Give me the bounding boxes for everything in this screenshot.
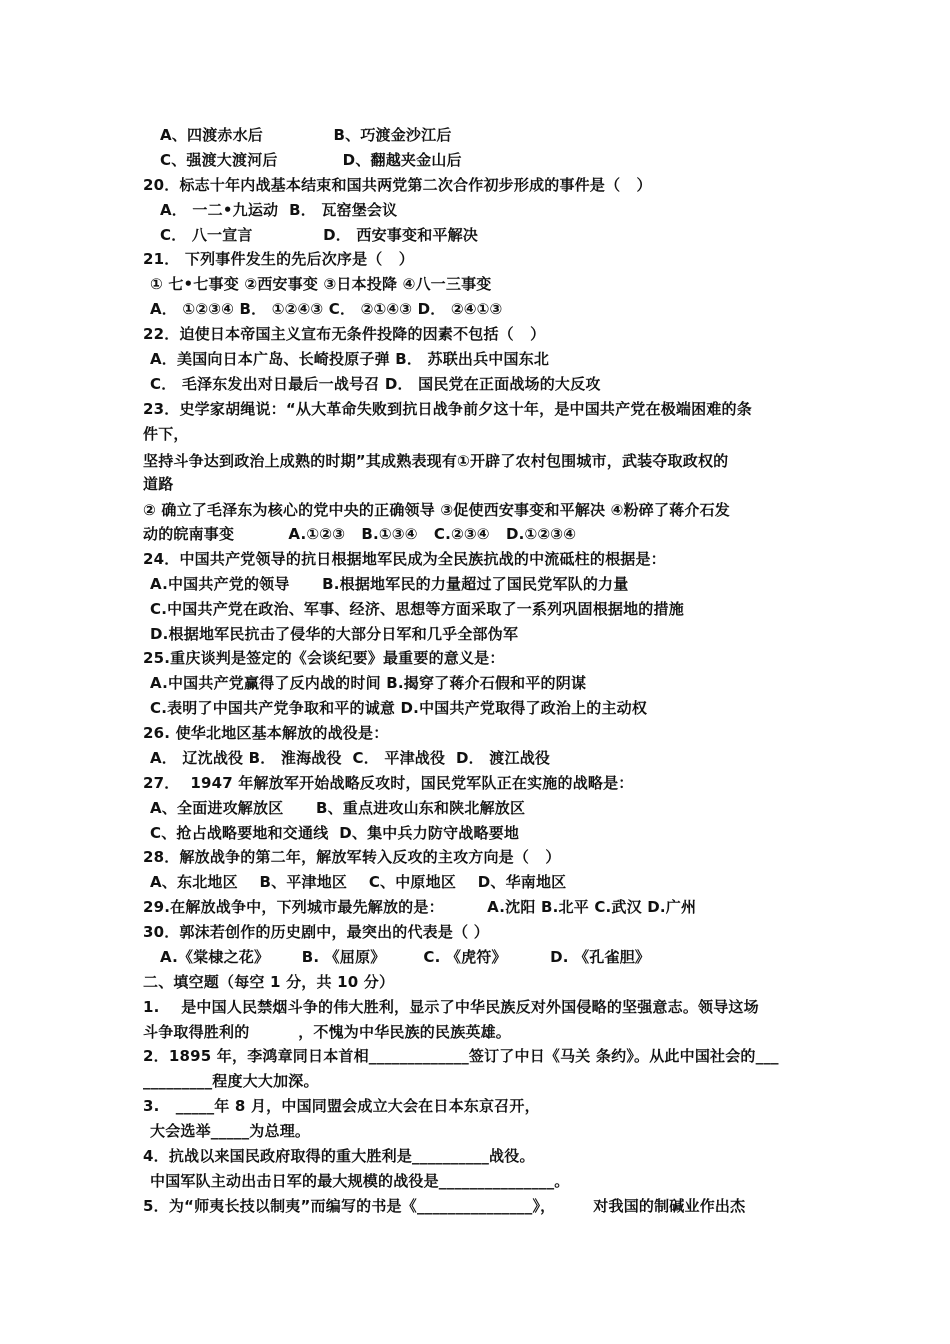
option-line: A、东北地区 B、平津地区 C、中原地区 D、华南地区 <box>150 873 567 891</box>
question-text: 件下， <box>143 425 189 443</box>
option-line: C． 毛泽东发出对日最后一战号召 D． 国民党在正面战场的大反攻 <box>150 375 601 393</box>
option-line: A.《棠棣之花》 B. 《屈原》 C. 《虎符》 D. 《孔雀胆》 <box>160 948 651 966</box>
option-line: ① 七•七事变 ②西安事变 ③日本投降 ④八一三事变 <box>150 275 492 293</box>
question-21: 21． 下列事件发生的先后次序是（ ） <box>143 250 414 268</box>
question-20: 20．标志十年内战基本结束和国共两党第二次合作初步形成的事件是（ ） <box>143 176 652 194</box>
question-text: 动的皖南事变 A.①②③ B.①③④ C.②③④ D.①②③④ <box>143 525 577 543</box>
option-line: A．美国向日本广岛、长崎投原子弹 B． 苏联出兵中国东北 <box>150 350 550 368</box>
option-line: A． 辽沈战役 B． 淮海战役 C． 平津战役 D． 渡江战役 <box>150 749 551 767</box>
question-text: 坚持斗争达到政治上成熟的时期”其成熟表现有①开辟了农村包围城市，武装夺取政权的 <box>143 452 729 470</box>
fill-question-3: 3. _____年 8 月，中国同盟会成立大会在日本东京召开， <box>143 1097 540 1115</box>
question-text: 斗争取得胜利的 ，不愧为中华民族的民族英雄。 <box>143 1023 512 1041</box>
option-line: C.表明了中国共产党争取和平的诚意 D.中国共产党取得了政治上的主动权 <box>150 699 648 717</box>
question-text: _________程度大大加深。 <box>143 1072 319 1090</box>
option-line: C.中国共产党在政治、军事、经济、思想等方面采取了一系列巩固根据地的措施 <box>150 600 684 618</box>
fill-question-5: 5．为“师夷长技以制夷”而编写的书是《_______________》， 对我国的制碱业作出杰 <box>143 1197 746 1215</box>
fill-question-4: 4．抗战以来国民政府取得的重大胜利是__________战役。 <box>143 1147 535 1165</box>
question-text: 中国军队主动出击日军的最大规模的战役是_______________。 <box>150 1172 570 1190</box>
question-29: 29.在解放战争中，下列城市最先解放的是： A.沈阳 B.北平 C.武汉 D.广州 <box>143 898 697 916</box>
section-heading: 二、填空题（每空 1 分，共 10 分） <box>143 973 395 991</box>
option-line: D.根据地军民抗击了侵华的大部分日军和几乎全部伪军 <box>150 625 519 643</box>
question-22: 22．迫使日本帝国主义宣布无条件投降的因素不包括（ ） <box>143 325 546 343</box>
option-line: A、全面进攻解放区 B、重点进攻山东和陕北解放区 <box>150 799 526 817</box>
question-28: 28．解放战争的第二年，解放军转入反攻的主攻方向是（ ） <box>143 848 561 866</box>
option-line: A、四渡赤水后 B、巧渡金沙江后 <box>160 126 452 144</box>
question-text: 大会选举_____为总理。 <box>150 1122 311 1140</box>
question-30: 30．郭沫若创作的历史剧中，最突出的代表是（ ） <box>143 923 489 941</box>
option-line: A.中国共产党的领导 B.根据地军民的力量超过了国民党军队的力量 <box>150 575 629 593</box>
fill-question-2: 2．1895 年，李鸿章同日本首相_____________签订了中日《马关 条约》。从此中国社会的___ <box>143 1047 779 1065</box>
option-line: A． ①②③④ B． ①②④③ C． ②①④③ D． ②④①③ <box>150 300 503 318</box>
question-24: 24．中国共产党领导的抗日根据地军民成为全民族抗战的中流砥柱的根据是： <box>143 550 666 568</box>
option-line: C、抢占战略要地和交通线 D、集中兵力防守战略要地 <box>150 824 520 842</box>
fill-question-1: 1. 是中国人民禁烟斗争的伟大胜利，显示了中华民族反对外国侵略的坚强意志。领导这场 <box>143 998 759 1016</box>
question-27: 27． 1947 年解放军开始战略反攻时，国民党军队正在实施的战略是： <box>143 774 634 792</box>
option-line: A.中国共产党赢得了反内战的时间 B.揭穿了蒋介石假和平的阴谋 <box>150 674 587 692</box>
option-line: C． 八一宣言 D． 西安事变和平解决 <box>160 226 478 244</box>
question-25: 25.重庆谈判是签定的《会谈纪要》最重要的意义是： <box>143 649 505 667</box>
option-line: A． 一二•九运动 B． 瓦窑堡会议 <box>160 201 398 219</box>
question-text: ② 确立了毛泽东为核心的党中央的正确领导 ③促使西安事变和平解决 ④粉碎了蒋介石发 <box>143 501 730 519</box>
question-text: 道路 <box>143 475 174 493</box>
question-26: 26. 使华北地区基本解放的战役是： <box>143 724 389 742</box>
option-line: C、强渡大渡河后 D、翻越夹金山后 <box>160 151 462 169</box>
question-23: 23．史学家胡绳说：“从大革命失败到抗日战争前夕这十年，是中国共产党在极端困难的条 <box>143 400 752 418</box>
